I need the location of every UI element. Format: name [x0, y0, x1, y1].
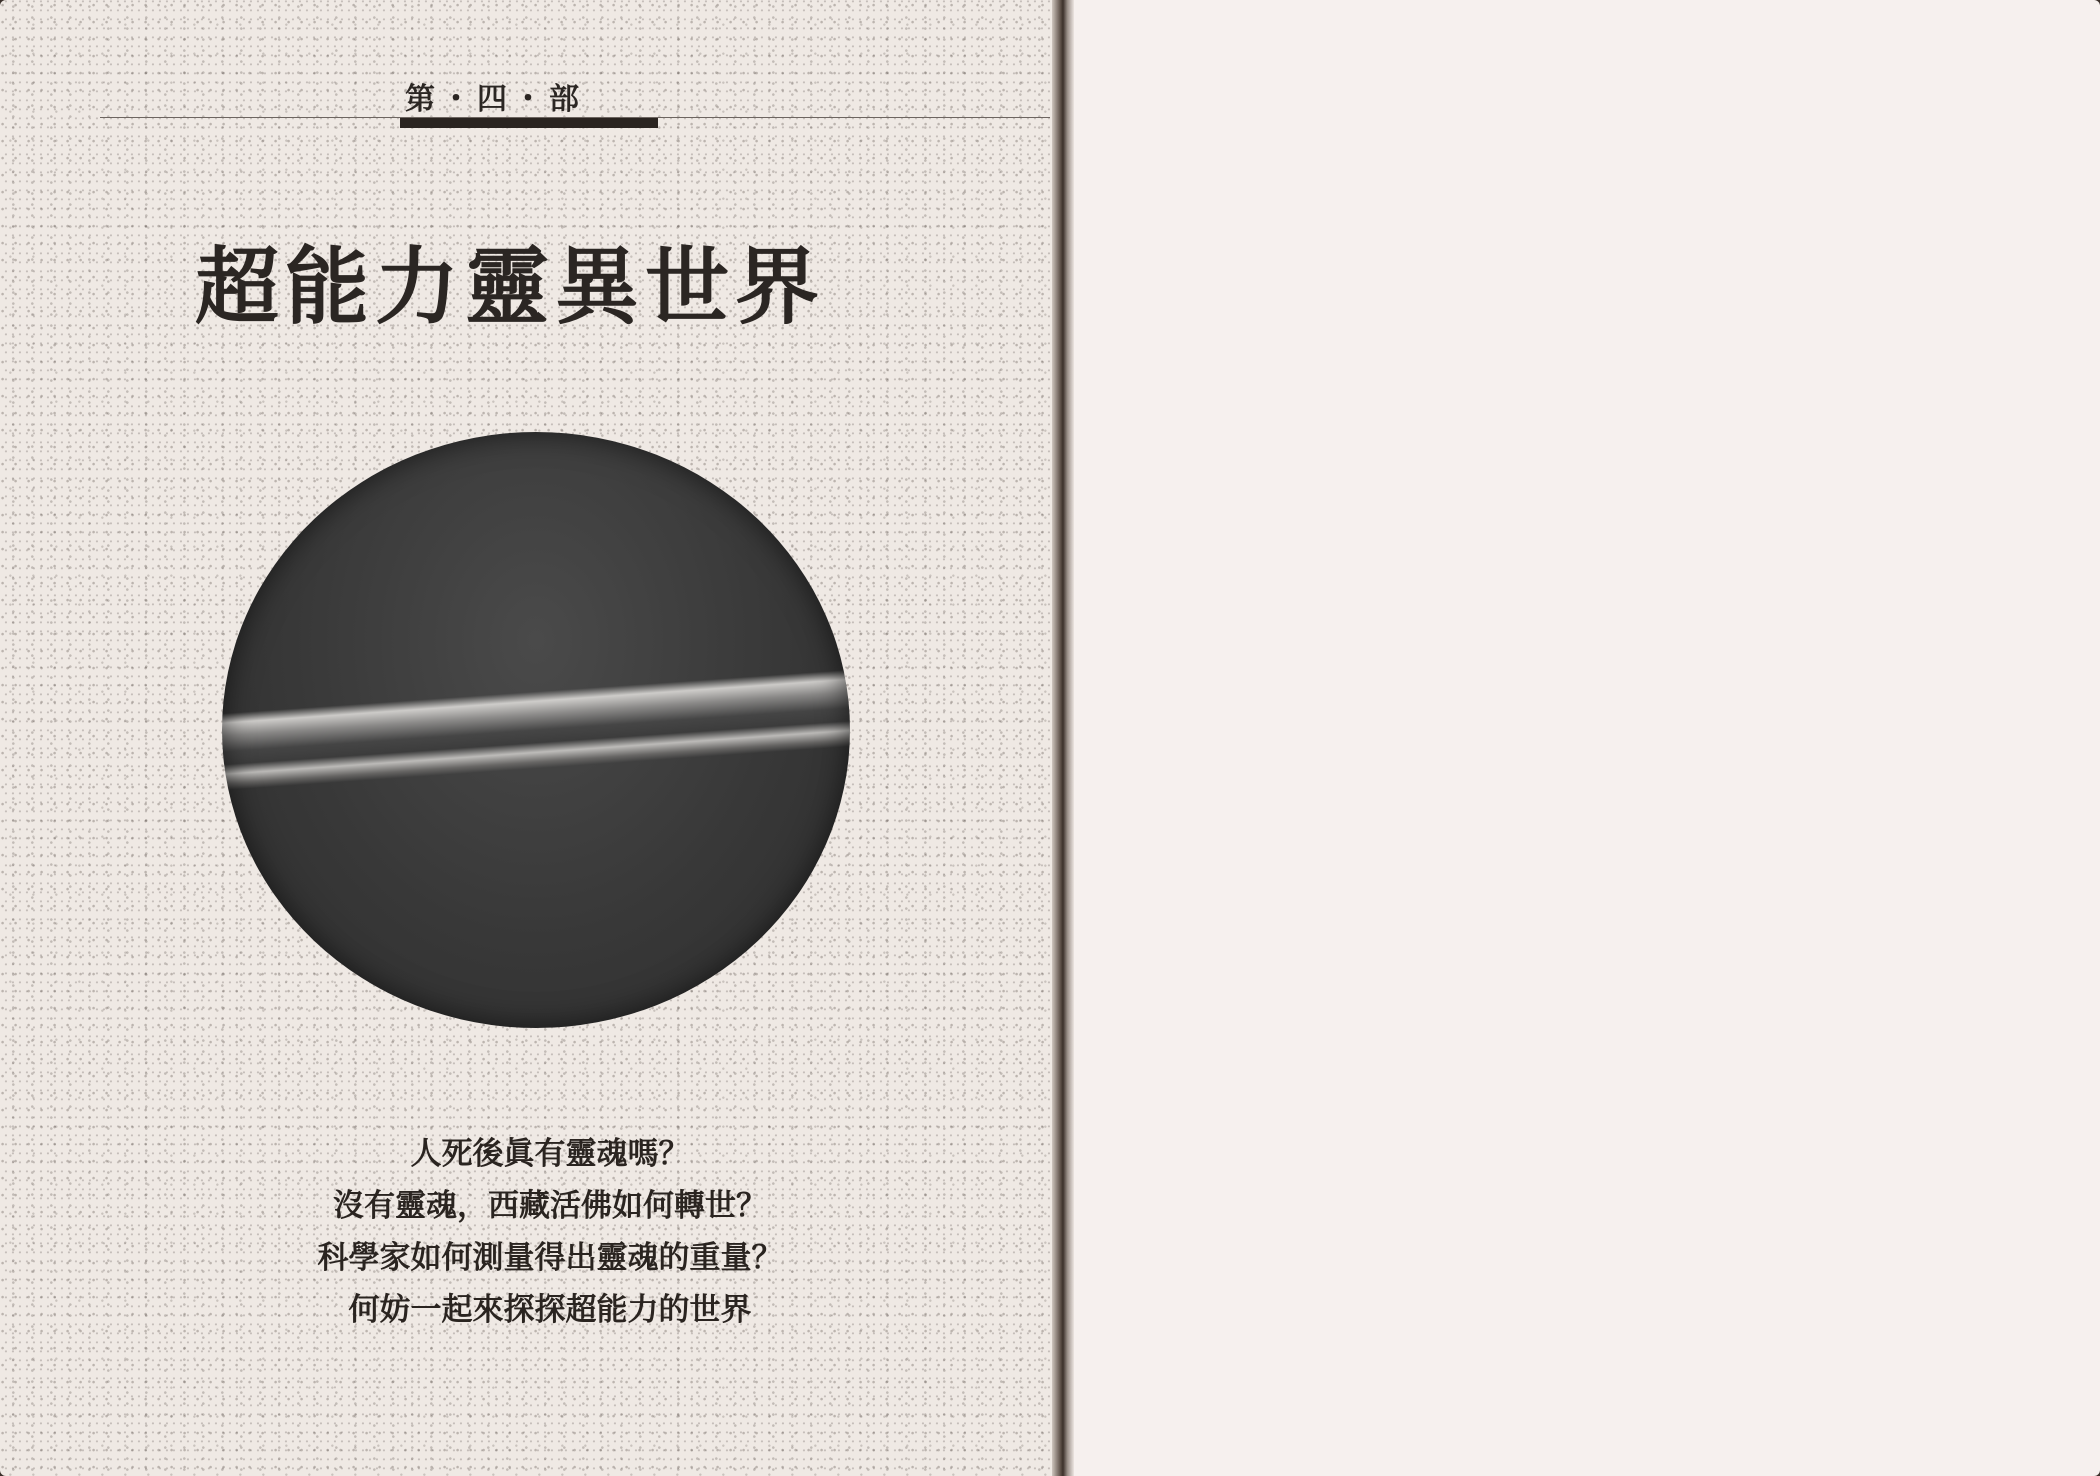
question-line: 科學家如何測量得出靈魂的重量？: [317, 1240, 783, 1276]
part-header: 第・四・部: [405, 82, 585, 117]
question-line: 人死後眞有靈魂嗎？: [410, 1136, 690, 1172]
right-page: [1062, 0, 2100, 1476]
ocean-waves-photo: [222, 432, 850, 1028]
question-line: 何妨一起來探探超能力的世界: [348, 1292, 752, 1328]
intro-questions: [260, 1128, 840, 1336]
question-line: 沒有靈魂，西藏活佛如何轉世？: [333, 1188, 767, 1224]
header-bar: [400, 118, 658, 128]
chapter-title: 超能力靈異世界: [195, 238, 826, 336]
book-gutter: [1052, 0, 1074, 1476]
